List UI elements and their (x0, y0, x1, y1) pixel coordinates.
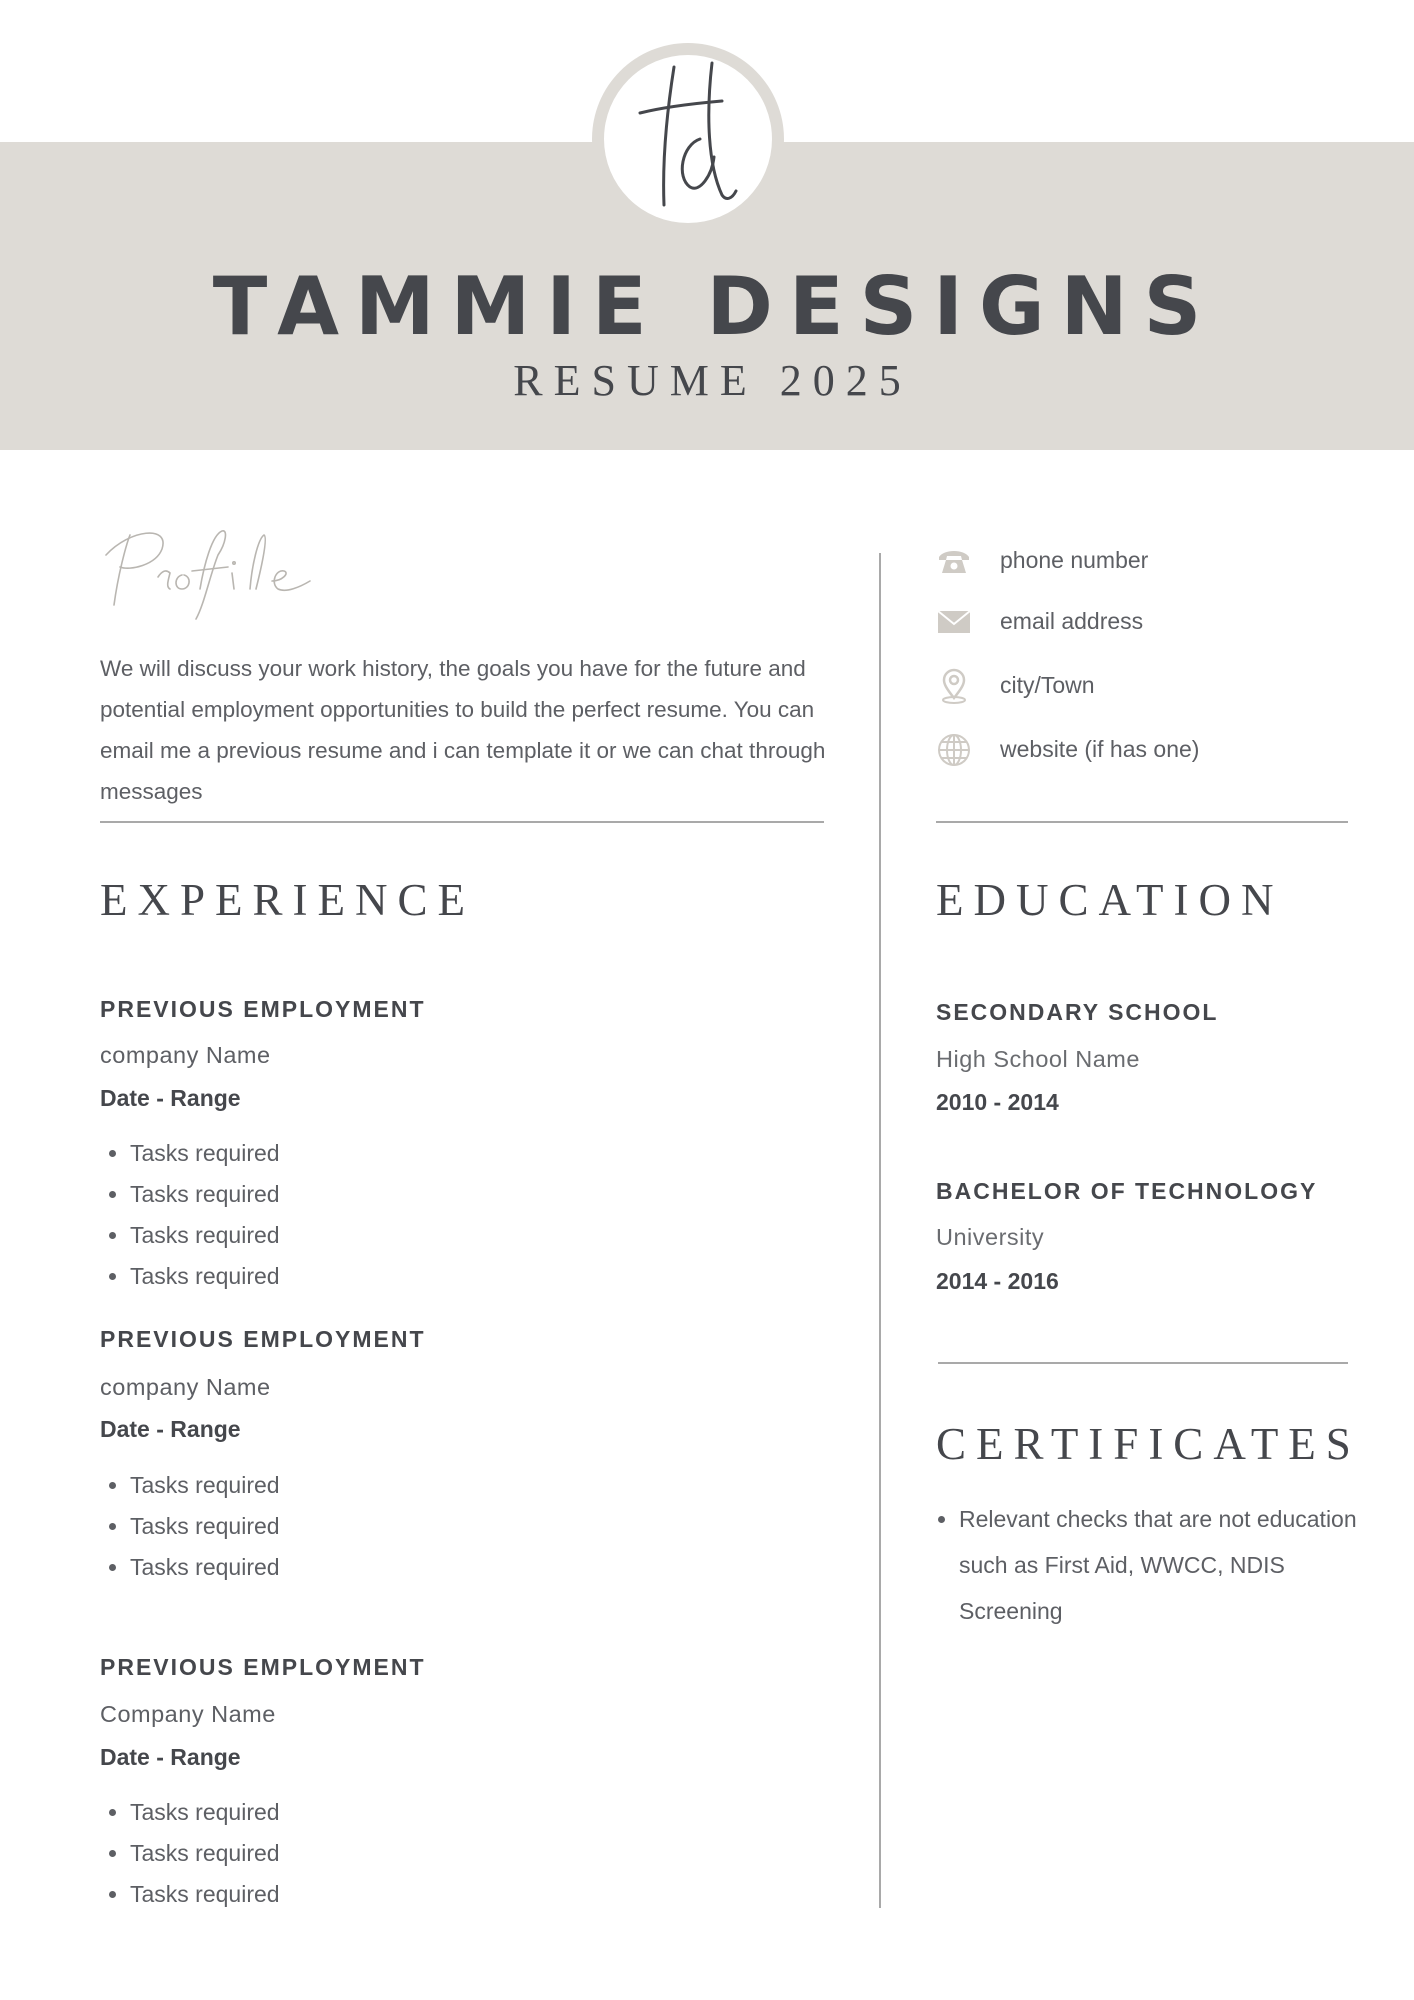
job-3-tasks (100, 1792, 280, 1915)
job-1-company: company Name (100, 1042, 271, 1068)
location-pin-icon (936, 668, 972, 704)
job-3-company: Company Name (100, 1701, 276, 1727)
job-2-title: PREVIOUS EMPLOYMENT (100, 1326, 426, 1352)
certificates-heading: CERTIFICATES (936, 1419, 1361, 1469)
task-item: • Tasks required (130, 1792, 280, 1833)
certificate-item: • Relevant checks that are not education such as First Aid, WWCC, NDIS Screening (959, 1496, 1379, 1634)
contact-email (936, 604, 1356, 640)
column-divider (879, 553, 881, 1908)
contact-email-text: email address (1000, 608, 1144, 634)
job-3-title: PREVIOUS EMPLOYMENT (100, 1654, 426, 1680)
contact-location-text: city/Town (1000, 672, 1095, 698)
profile-heading-script (100, 515, 320, 630)
resume-name: TAMMIE DESIGNS (212, 260, 1218, 353)
contact-divider (936, 821, 1348, 823)
contact-phone (936, 543, 1356, 579)
profile-divider (100, 821, 824, 823)
monogram-td-logo (604, 55, 772, 223)
task-item: • Tasks required (130, 1133, 280, 1174)
task-item: • Tasks required (130, 1506, 280, 1547)
resume-subtitle: RESUME 2025 (513, 356, 912, 405)
education-2-school: University (936, 1224, 1045, 1250)
task-item: • Tasks required (130, 1874, 280, 1915)
contact-website (936, 732, 1356, 768)
education-divider (938, 1362, 1348, 1364)
experience-heading: EXPERIENCE (100, 875, 475, 925)
certificates-list (936, 1496, 1379, 1634)
education-2-years: 2014 - 2016 (936, 1268, 1059, 1294)
task-item: • Tasks required (130, 1833, 280, 1874)
education-1-title: SECONDARY SCHOOL (936, 999, 1219, 1025)
education-1-years: 2010 - 2014 (936, 1089, 1059, 1115)
job-1-title: PREVIOUS EMPLOYMENT (100, 996, 426, 1022)
task-item: • Tasks required (130, 1215, 280, 1256)
task-item: • Tasks required (130, 1256, 280, 1297)
contact-website-text: website (if has one) (1000, 736, 1200, 762)
email-icon (936, 604, 972, 640)
profile-text: We will discuss your work history, the goals you have for the future and potential employment opportunities to build the perfect resume. You can email me a previous resume and i can template it or we can chat through messages (100, 656, 826, 804)
job-1-date: Date - Range (100, 1085, 241, 1111)
job-2-company: company Name (100, 1374, 271, 1400)
phone-icon (936, 543, 972, 579)
education-2-title: BACHELOR OF TECHNOLOGY (936, 1178, 1318, 1204)
job-1-tasks (100, 1133, 280, 1297)
contact-phone-text: phone number (1000, 547, 1149, 573)
education-1-school: High School Name (936, 1046, 1140, 1072)
monogram-logo (604, 55, 772, 223)
task-item: • Tasks required (130, 1465, 280, 1506)
education-heading: EDUCATION (936, 875, 1284, 925)
contact-location (936, 668, 1356, 704)
job-3-date: Date - Range (100, 1744, 241, 1770)
job-2-tasks (100, 1465, 280, 1588)
task-item: • Tasks required (130, 1547, 280, 1588)
task-item: • Tasks required (130, 1174, 280, 1215)
globe-icon (936, 732, 972, 768)
job-2-date: Date - Range (100, 1416, 241, 1442)
